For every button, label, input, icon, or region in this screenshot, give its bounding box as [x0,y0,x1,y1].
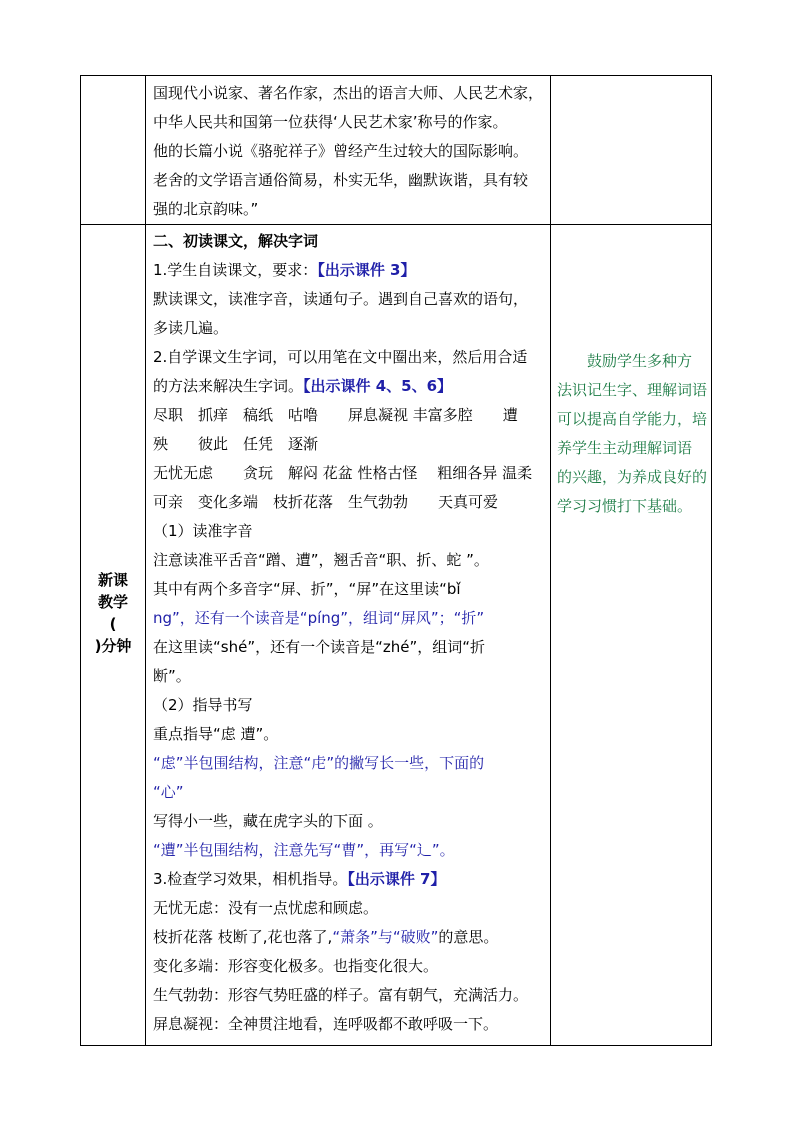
pron-line-4: 在这里读“shé”，还有一个读音是“zhé”，组词“折 [153,638,486,656]
write-line-4: 写得小一些，藏在虎字头的下面 。 [153,812,383,830]
side-label-line-3: ( [109,615,117,633]
step1-text: 1.学生自读课文，要求： [153,261,318,279]
pron-line-5: 断”。 [153,667,191,685]
write-line-2: “虑”半包围结构，注意“虍”的撇写长一些，下面的 [153,754,485,772]
pron-line-1: 注意读准平舌音“蹭、遭”，翘舌音“职、折、蛇 ”。 [153,551,489,569]
step3-text: 3.检查学习效果，相机指导。 [153,870,348,888]
step1-line-3: 多读几遍。 [153,319,229,337]
intro-line-3: 他的长篇小说《骆驼祥子》曾经产生过较大的国际影响。 [153,142,529,160]
side-label-cell [81,225,146,1046]
step2-line-2 [146,372,550,401]
write-line-1: 重点指导“虑 遭”。 [153,725,279,743]
words-line-1: 尽职 抓痒 稿纸 咕噜 屏息凝视 丰富多腔 遭 [153,406,518,424]
definition-line-3: 变化多端：形容变化极多。也指变化很大。 [153,957,439,975]
intro-line-1: 国现代小说家、著名作家，杰出的语言大师、人民艺术家， [153,84,544,102]
side-label-line-2: 教学 [97,593,128,611]
definition-2-part-a: 枝折花落 枝断了,花也落了, [153,928,333,946]
note-line-5: 的兴趣，为养成良好的 [557,468,708,486]
words-line-3: 无忧无虑 贪玩 解闷 花盆 性格古怪 粗细各异 温柔 [153,464,533,482]
design-note-cell [551,225,712,1046]
note-line-4: 养学生主动理解词语 [557,439,693,457]
note-line-2: 法识记生字、理解词语 [557,381,708,399]
table-row-new-lesson [81,225,712,1046]
intro-line-2: 中华人民共和国第一位获得‘人民艺术家’称号的作家。 [153,113,508,131]
sub1-title: （1）读准字音 [153,522,253,540]
note-line-1: 鼓励学生多种方 [557,352,693,370]
intro-line-5: 强的北京韵味。” [153,200,259,218]
side-label-line-4: )分钟 [94,637,132,655]
step3-courseware-tag: 【出示课件 7】 [347,870,446,888]
definition-line-4: 生气勃勃：形容气势旺盛的样子。富有朝气，充满活力。 [153,986,529,1004]
step1-line-2: 默读课文，读准字音，读通句子。遇到自己喜欢的语句， [153,290,529,308]
step3-line [146,865,550,894]
note-line-6: 学习习惯打下基础。 [557,497,693,515]
definition-line-1: 无忧无虑：没有一点忧虑和顾虑。 [153,899,379,917]
row1-content-cell [146,76,551,225]
step1-courseware-tag: 【出示课件 3】 [317,261,416,279]
write-line-5: “遭”半包围结构，注意先写“曹”，再写“辶”。 [153,841,455,859]
note-line-3: 可以提高自学能力，培 [557,410,708,428]
pron-line-3: ng”，还有一个读音是“píng”，组词“屏风”；“折” [153,609,485,627]
step1-line [146,256,550,285]
lesson-plan-table [80,75,712,1046]
definition-line-5: 屏息凝视：全神贯注地看，连呼吸都不敢呼吸一下。 [153,1015,499,1033]
main-content-cell [146,225,551,1046]
step2-line-1: 2.自学课文生字词，可以用笔在文中圈出来，然后用合适 [153,348,528,366]
definition-line-2 [146,923,550,952]
step2-text: 的方法来解决生字词。 [153,377,304,395]
definition-2-part-c: 的意思。 [438,928,499,946]
design-note [551,225,711,521]
row1-note-cell [551,76,712,225]
side-label [81,225,145,657]
pron-line-2: 其中有两个多音字“屏、折”，“屏”在这里读“bǐ [153,580,461,598]
section-title: 二、初读课文，解决字词 [153,232,319,250]
words-line-4: 可亲 变化多端 枝折花落 生气勃勃 天真可爱 [153,493,499,511]
intro-line-4: 老舍的文学语言通俗简易，朴实无华，幽默诙谐，具有较 [153,171,529,189]
write-line-3: “心” [153,783,184,801]
table-row-intro [81,76,712,225]
words-line-2: 殃 彼此 任凭 逐渐 [153,435,319,453]
definition-2-part-b: “萧条”与“破败” [332,928,439,946]
row1-label-cell [81,76,146,225]
sub2-title: （2）指导书写 [153,696,253,714]
side-label-line-1: 新课 [97,571,128,589]
step2-courseware-tag: 【出示课件 4、5、6】 [303,377,453,395]
